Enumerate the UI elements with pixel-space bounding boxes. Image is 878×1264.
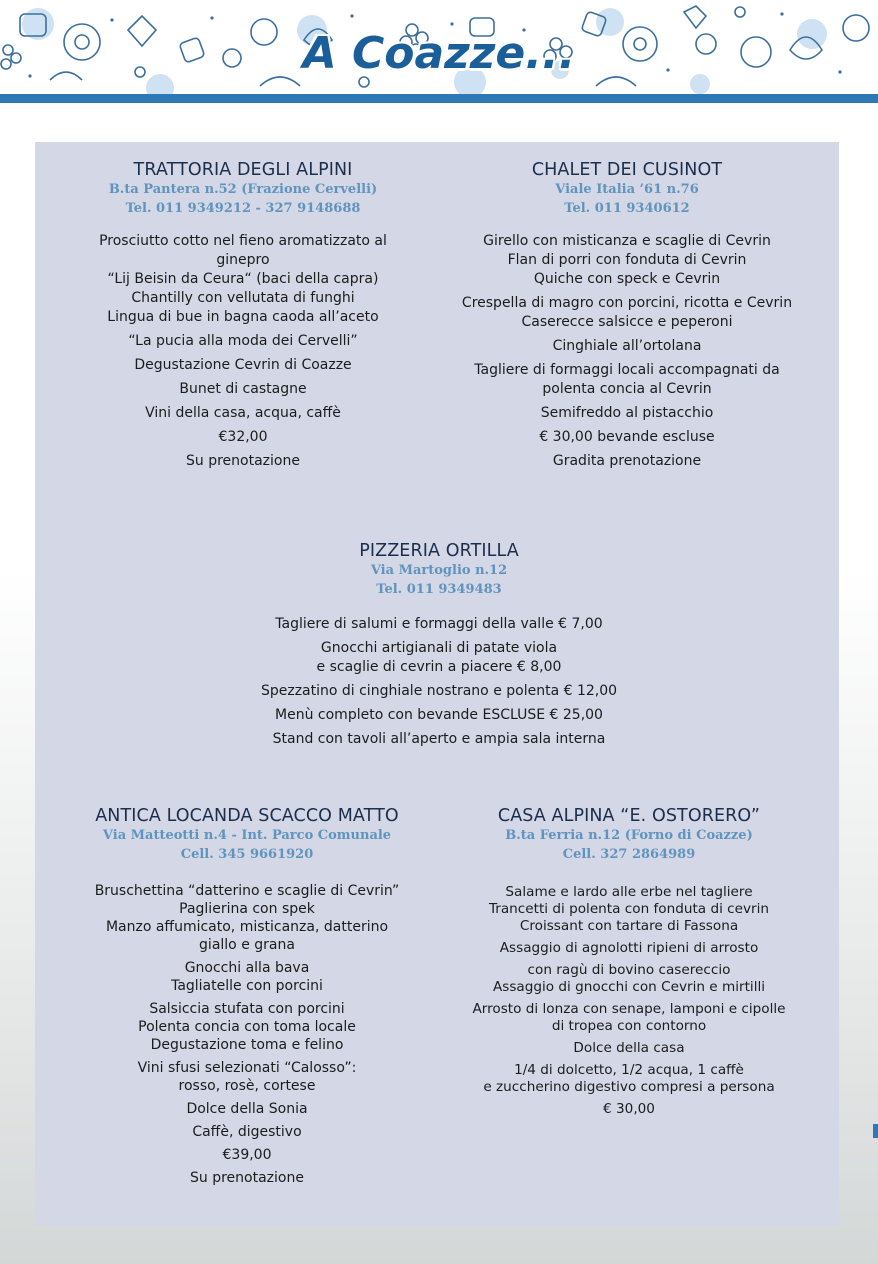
- menu-item: [60, 959, 434, 995]
- menu-item: [60, 332, 426, 351]
- menu-line: Salsiccia stufata con porcini: [149, 1001, 345, 1017]
- page-title: A Coazze...: [302, 28, 576, 79]
- menu-list: [452, 884, 806, 1118]
- menu-item: [60, 1000, 434, 1054]
- menu-item: [60, 232, 426, 327]
- menu-line: € 30,00: [603, 1101, 655, 1117]
- menu-item: [452, 1101, 806, 1118]
- menu-line: Gradita prenotazione: [552, 453, 702, 469]
- menu-line: Tagliere di salumi e formaggi della valle € 7,00: [275, 616, 603, 632]
- header-banner: [0, 0, 878, 96]
- menu-line: Tagliatelle con porcini: [171, 978, 323, 994]
- menu-line: Assaggio di agnolotti ripieni di arrosto: [499, 940, 759, 956]
- restaurant-address: B.ta Pantera n.52 (Frazione Cervelli): [108, 182, 378, 197]
- menu-item: [200, 682, 678, 701]
- header-stripe: [0, 94, 878, 103]
- menu-item: [452, 404, 802, 423]
- menu-list: [452, 232, 802, 471]
- menu-item: [452, 940, 806, 957]
- menu-item: [452, 428, 802, 447]
- menu-line: €39,00: [222, 1147, 272, 1163]
- menu-item: [452, 1062, 806, 1096]
- menu-line: Dolce della casa: [573, 1040, 685, 1056]
- menu-item: [60, 1059, 434, 1095]
- menu-line: Stand con tavoli all’aperto e ampia sala interna: [272, 731, 606, 747]
- menu-line: Flan di porri con fonduta di Cevrin: [507, 252, 747, 268]
- menu-line: Croissant con tartare di Fassona: [519, 918, 739, 934]
- restaurant-phone: Tel. 011 9349483: [376, 582, 502, 597]
- menu-line: Caserecce salsicce e peperoni: [521, 314, 733, 330]
- menu-line: € 30,00 bevande escluse: [539, 429, 715, 445]
- restaurant-phone: Tel. 011 9349212 - 327 9148688: [125, 201, 361, 216]
- restaurant-trattoria-degli-alpini: [60, 160, 426, 476]
- restaurant-name: PIZZERIA ORTILLA: [359, 541, 519, 561]
- menu-line: Chantilly con vellutata di funghi: [131, 290, 355, 306]
- menu-item: [60, 1100, 434, 1118]
- restaurant-phone: Cell. 345 9661920: [180, 847, 314, 862]
- menu-item: [60, 882, 434, 954]
- menu-line: Degustazione Cevrin di Coazze: [134, 357, 352, 373]
- menu-list: [60, 232, 426, 471]
- restaurant-address: Via Matteotti n.4 - Int. Parco Comunale: [102, 828, 392, 843]
- menu-line: Gnocchi artigianali di patate viola: [320, 640, 558, 656]
- menu-line: Arrosto di lonza con senape, lamponi e cipolle: [472, 1001, 786, 1017]
- menu-line: Caffè, digestivo: [192, 1124, 302, 1140]
- menu-item: [452, 232, 802, 289]
- menu-item: [60, 380, 426, 399]
- restaurant-name: ANTICA LOCANDA SCACCO MATTO: [95, 806, 399, 826]
- restaurant-pizzeria-ortilla: [200, 541, 678, 754]
- menu-line: Tagliere di formaggi locali accompagnati da: [474, 362, 780, 378]
- menu-line: polenta concia al Cevrin: [542, 381, 712, 397]
- menu-item: [452, 1001, 806, 1035]
- menu-item: [60, 1123, 434, 1141]
- menu-line: Paglierina con spek: [179, 901, 315, 917]
- menu-item: [452, 361, 802, 399]
- restaurant-casa-alpina-ostorero: [452, 806, 806, 1123]
- restaurant-name: TRATTORIA DEGLI ALPINI: [133, 160, 353, 180]
- menu-item: [60, 404, 426, 423]
- menu-line: 1/4 di dolcetto, 1/2 acqua, 1 caffè: [514, 1062, 744, 1078]
- menu-line: Manzo affumicato, misticanza, datterino: [105, 919, 389, 935]
- menu-line: giallo e grana: [199, 937, 295, 953]
- menu-line: Vini della casa, acqua, caffè: [145, 405, 341, 421]
- restaurant-phone: Cell. 327 2864989: [562, 847, 696, 862]
- restaurant-phone: Tel. 011 9340612: [564, 201, 690, 216]
- menu-line: Bruschettina “datterino e scaglie di Cevrin”: [94, 883, 400, 899]
- restaurant-name: CASA ALPINA “E. OSTORERO”: [497, 806, 761, 826]
- menu-line: Menù completo con bevande ESCLUSE € 25,00: [275, 707, 603, 723]
- menu-line: Assaggio di gnocchi con Cevrin e mirtilli: [492, 979, 766, 995]
- menu-item: [60, 452, 426, 471]
- menu-line: Girello con misticanza e scaglie di Cevrin: [483, 233, 771, 249]
- menu-line: e zuccherino digestivo compresi a persona: [483, 1079, 775, 1095]
- menu-line: Cinghiale all’ortolana: [552, 338, 702, 354]
- leaf-icon-2: [684, 6, 706, 28]
- menu-line: Bunet di castagne: [179, 381, 307, 397]
- menu-list: [60, 882, 434, 1187]
- menu-item: [452, 294, 802, 332]
- menu-line: Crespella di magro con porcini, ricotta e Cevrin: [461, 295, 793, 311]
- menu-item: [200, 730, 678, 749]
- menu-line: ginepro: [216, 252, 270, 268]
- menu-item: [60, 356, 426, 375]
- menu-line: Semifreddo al pistacchio: [540, 405, 714, 421]
- restaurant-address: Via Martoglio n.12: [370, 563, 508, 578]
- menu-line: Trancetti di polenta con fonduta di cevrin: [488, 901, 770, 917]
- menu-item: [452, 962, 806, 996]
- menu-item: [200, 639, 678, 677]
- restaurant-address: B.ta Ferria n.12 (Forno di Coazze): [505, 828, 753, 843]
- restaurant-antica-locanda-scacco-matto: [60, 806, 434, 1192]
- menu-item: [60, 428, 426, 447]
- menu-line: Polenta concia con toma locale: [138, 1019, 356, 1035]
- menu-line: Su prenotazione: [190, 1170, 304, 1186]
- menu-line: Lingua di bue in bagna caoda all’aceto: [107, 309, 379, 325]
- menu-item: [452, 1040, 806, 1057]
- restaurant-chalet-dei-cusinot: [452, 160, 802, 476]
- menu-line: Spezzatino di cinghiale nostrano e polenta € 12,00: [260, 683, 618, 699]
- menu-item: [60, 1146, 434, 1164]
- menu-line: rosso, rosè, cortese: [178, 1078, 316, 1094]
- menu-list: [200, 615, 678, 749]
- menu-item: [60, 1169, 434, 1187]
- menu-line: Su prenotazione: [186, 453, 300, 469]
- restaurant-name: CHALET DEI CUSINOT: [531, 160, 723, 180]
- menu-line: Dolce della Sonia: [186, 1101, 308, 1117]
- menu-line: con ragù di bovino casereccio: [527, 962, 731, 978]
- menu-line: “Lij Beisin da Ceura“ (baci della capra): [107, 271, 379, 287]
- menu-line: Vini sfusi selezionati “Calosso”:: [137, 1060, 357, 1076]
- menu-line: e scaglie di cevrin a piacere € 8,00: [316, 659, 562, 675]
- menu-line: €32,00: [218, 429, 268, 445]
- page-edge-tab: [873, 1124, 878, 1138]
- menu-item: [452, 884, 806, 935]
- menu-item: [452, 452, 802, 471]
- menu-line: Salame e lardo alle erbe nel tagliere: [505, 884, 753, 900]
- menu-item: [200, 706, 678, 725]
- menu-line: Degustazione toma e felino: [150, 1037, 344, 1053]
- menu-line: Prosciutto cotto nel fieno aromatizzato al: [99, 233, 387, 249]
- restaurant-address: Viale Italia ’61 n.76: [555, 182, 699, 197]
- menu-line: Quiche con speck e Cevrin: [533, 271, 721, 287]
- menu-item: [200, 615, 678, 634]
- menu-line: Gnocchi alla bava: [184, 960, 310, 976]
- menu-line: di tropea con contorno: [551, 1018, 707, 1034]
- menu-item: [452, 337, 802, 356]
- menu-line: “La pucia alla moda dei Cervelli”: [128, 333, 358, 349]
